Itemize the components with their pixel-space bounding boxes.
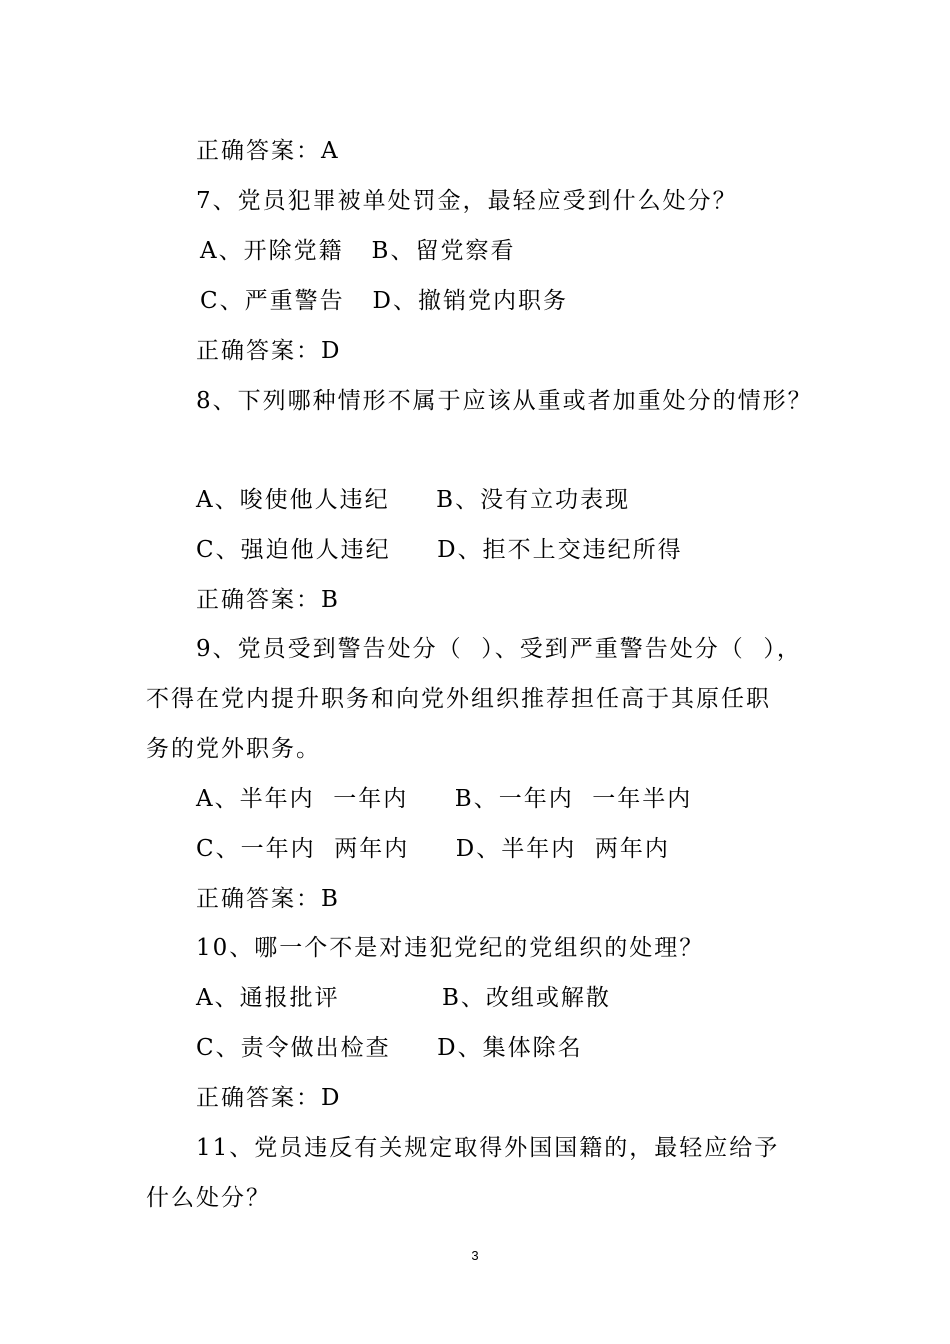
answer-q8: 正确答案：B bbox=[196, 587, 340, 613]
question-10: 10、哪一个不是对违犯党纪的党组织的处理？ bbox=[196, 935, 705, 961]
question-9-line-2: 不得在党内提升职务和向党外组织推荐担任高于其原任职 bbox=[146, 686, 771, 712]
options-q10-cd: C、责令做出检查 D、集体除名 bbox=[196, 1035, 583, 1061]
answer-q9: 正确答案：B bbox=[196, 886, 340, 912]
options-q9-cd: C、一年内 两年内 D、半年内 两年内 bbox=[196, 836, 670, 862]
question-7: 7、党员犯罪被单处罚金，最轻应受到什么处分？ bbox=[196, 188, 738, 214]
question-9-line-3: 务的党外职务。 bbox=[146, 736, 321, 762]
question-9-line-1: 9、党员受到警告处分（ ）、受到严重警告处分（ ）， bbox=[196, 636, 802, 662]
options-q8-cd: C、强迫他人违纪 D、拒不上交违纪所得 bbox=[196, 537, 683, 563]
options-q7-cd: C、严重警告 D、撤销党内职务 bbox=[200, 288, 568, 314]
options-q8-ab: A、唆使他人违纪 B、没有立功表现 bbox=[196, 487, 631, 513]
answer-q6: 正确答案：A bbox=[196, 138, 340, 164]
question-8: 8、下列哪种情形不属于应该从重或者加重处分的情形？ bbox=[196, 388, 813, 414]
page-number: 3 bbox=[471, 1248, 479, 1263]
options-q7-ab: A、开除党籍 B、留党察看 bbox=[200, 238, 516, 264]
question-11-line-1: 11、党员违反有关规定取得外国国籍的，最轻应给予 bbox=[196, 1135, 780, 1161]
answer-q7: 正确答案：D bbox=[196, 338, 342, 364]
question-11-line-2: 什么处分？ bbox=[146, 1185, 271, 1211]
options-q9-ab: A、半年内 一年内 B、一年内 一年半内 bbox=[196, 786, 693, 812]
answer-q10: 正确答案：D bbox=[196, 1085, 342, 1111]
options-q10-ab: A、通报批评 B、改组或解散 bbox=[196, 985, 611, 1011]
